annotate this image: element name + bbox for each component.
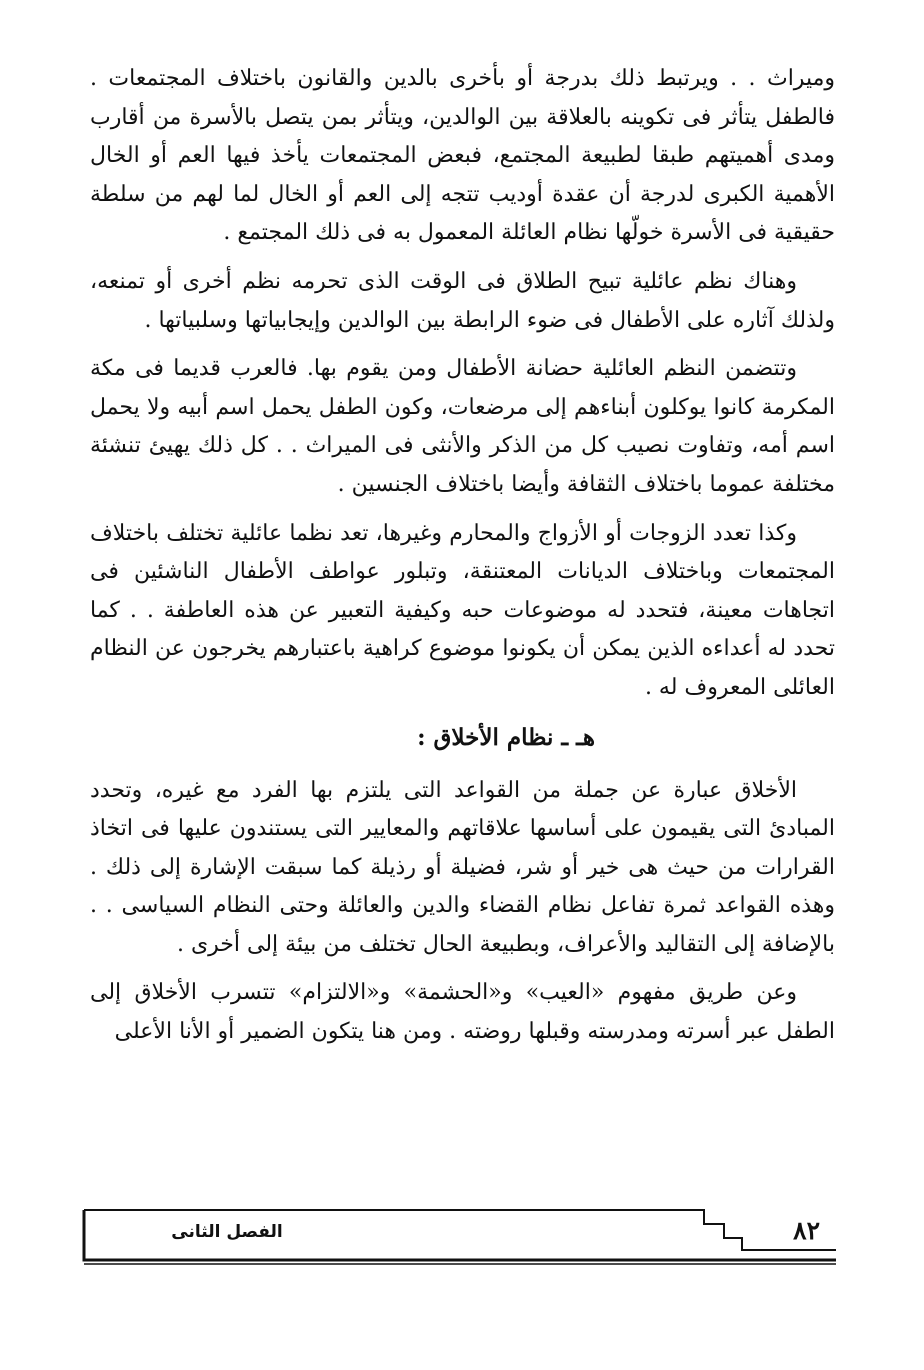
paragraph-2: وهناك نظم عائلية تبيح الطلاق فى الوقت الذى تحرمه نظم أخرى أو تمنعه، ولذلك آثاره على الأطفال فى ضوء الرابطة بين الوالدين وإيجابياتها وسلبياتها . (90, 268, 835, 333)
paragraph-1: وميراث . . ويرتبط ذلك بدرجة أو بأخرى بالدين والقانون باختلاف المجتمعات . فالطفل يتأثر فى تكوينه بالعلاقة بين الوالدين، ويتأثر بمن يتصل بالأسرة من أقارب ومدى أهميتهم طبقا لطبيعة المجتمع، فبعض المجتمعات يأخذ فيها العم أو الخال الأهمية الكبرى لدرجة أن عقدة أوديب تتجه إلى العم أو الخال لما لهم من سلطة حقيقية فى الأسرة خولّها نظام العائلة المعمول به فى ذلك المجتمع . (90, 66, 835, 246)
paragraph-3: وتتضمن النظم العائلية حضانة الأطفال ومن يقوم بها. فالعرب قديما فى مكة المكرمة كانوا يوكلون أبناءهم إلى مرضعات، وكون الطفل يحمل اسم أبيه ولا يحمل اسم أمه، وتفاوت نصيب كل من الذكر والأنثى فى الميراث . . كل ذلك يهيئ تنشئة مختلفة عموما باختلاف الثقافة وأيضا باختلاف الجنسين . (90, 356, 835, 497)
page-body (90, 60, 835, 1062)
chapter-title: الفصل الثانى (171, 1222, 283, 1242)
section-heading: هـ ـ نظام الأخلاق : (417, 723, 595, 751)
paragraph-4: وكذا تعدد الزوجات أو الأزواج والمحارم وغيرها، تعد نظما عائلية تختلف باختلاف المجتمعات وباختلاف الديانات المعتنقة، وتبلور عواطف الأطفال الناشئين فى اتجاهات معينة، فتحدد له موضوعات حبه وكيفية التعبير عن هذه العاطفة . . كما تحدد له أعداءه الذين يمكن أن يكونوا موضوع كراهية باعتبارهم يخرجون عن النظام العائلى المعروف له . (90, 520, 835, 700)
paragraph-5: الأخلاق عبارة عن جملة من القواعد التى يلتزم بها الفرد مع غيره، وتحدد المبادئ التى يقيمون على أساسها علاقاتهم والمعايير التى يستندون عليها فى اتخاذ القرارات من حيث هى خير أو شر، فضيلة أو رذيلة كما سبقت الإشارة إلى ذلك . وهذه القواعد ثمرة تفاعل نظام القضاء والدين والعائلة وحتى النظام السياسى . . بالإضافة إلى التقاليد والأعراف، وبطبيعة الحال تختلف من بيئة إلى أخرى . (90, 777, 835, 957)
page-number: ٨٢ (793, 1216, 820, 1245)
paragraph-6: وعن طريق مفهوم «العيب» و«الحشمة» و«الالتزام» تتسرب الأخلاق إلى الطفل عبر أسرته ومدرسته وقبلها روضته . ومن هنا يتكون الضمير أو الأنا الأعلى (90, 980, 835, 1045)
page-footer (82, 1208, 838, 1268)
